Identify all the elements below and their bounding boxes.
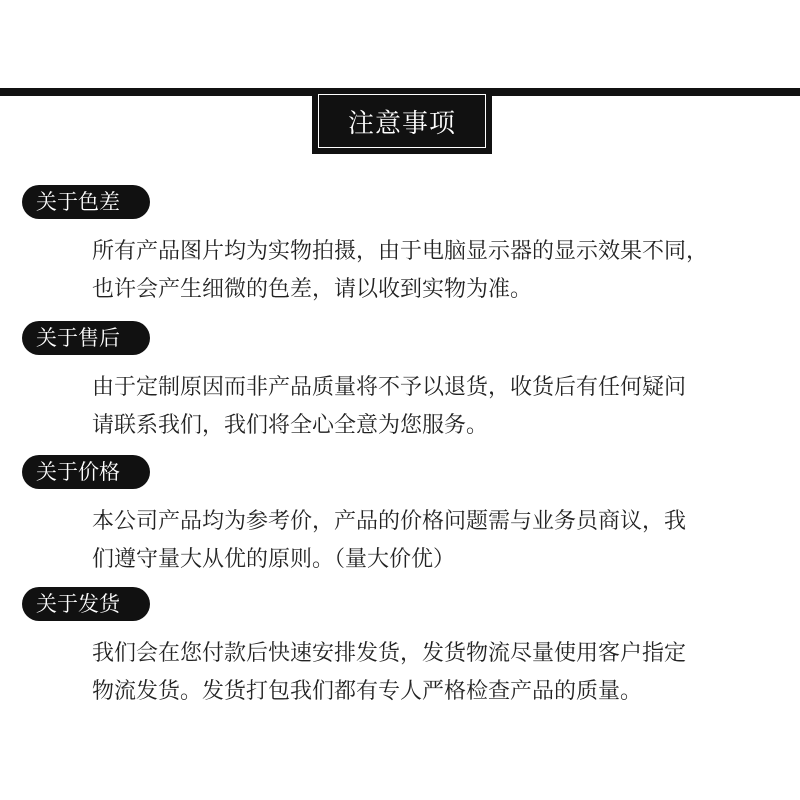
section-text: [92, 369, 762, 445]
text-line: 也许会产生细微的色差，请以收到实物为准。: [92, 277, 533, 302]
text-line: 们遵守量大从优的原则。（量大价优）: [92, 547, 456, 572]
text-line: 请联系我们，我们将全心全意为您服务。: [92, 413, 489, 438]
text-line: 由于定制原因而非产品质量将不予以退货，收货后有任何疑问: [92, 375, 687, 400]
text-line: 物流发货。发货打包我们都有专人严格检查产品的质量。: [92, 679, 643, 704]
section-label: 关于价格: [22, 455, 150, 489]
text-line: 所有产品图片均为实物拍摄，由于电脑显示器的显示效果不同，: [92, 239, 709, 264]
section-text: [92, 233, 762, 309]
text-line: 本公司产品均为参考价，产品的价格问题需与业务员商议，我: [92, 509, 687, 534]
page-title: 注意事项: [318, 94, 486, 148]
section-text: [92, 635, 762, 711]
section-label: 关于发货: [22, 587, 150, 621]
text-line: 我们会在您付款后快速安排发货，发货物流尽量使用客户指定: [92, 641, 687, 666]
section-text: [92, 503, 762, 579]
section-label: 关于售后: [22, 321, 150, 355]
section-label: 关于色差: [22, 185, 150, 219]
notice-title-box: [312, 88, 492, 154]
